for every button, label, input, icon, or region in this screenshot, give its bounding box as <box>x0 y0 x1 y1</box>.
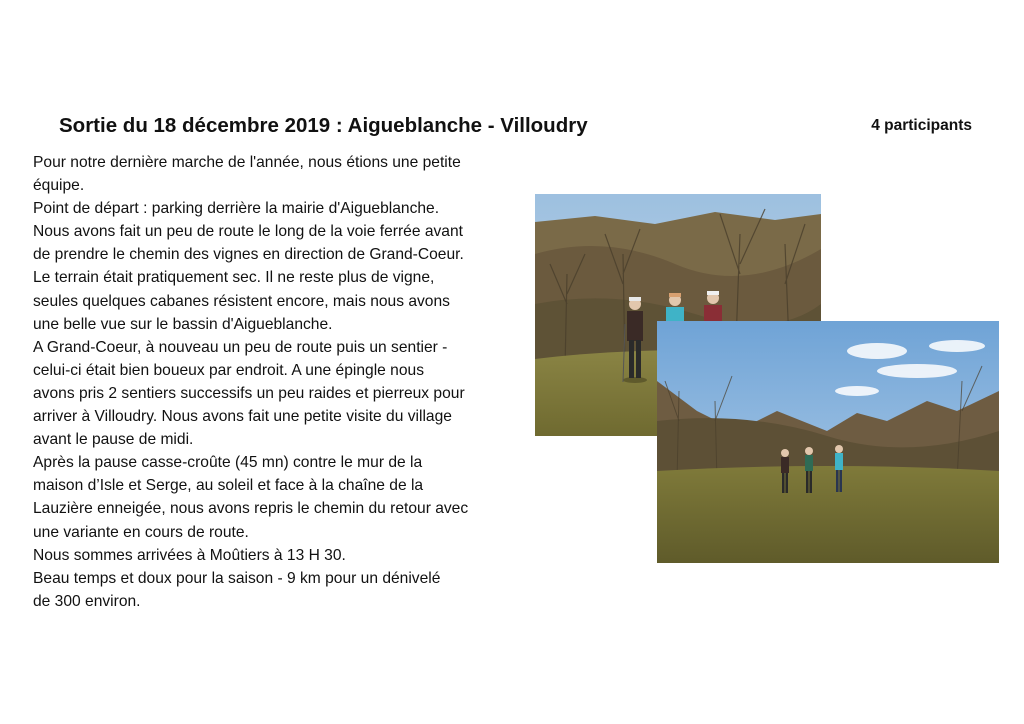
body-line: Point de départ : parking derrière la mairie d'Aigueblanche. <box>33 200 440 218</box>
body-line: Nous avons fait un peu de route le long de la voie ferrée avant <box>33 223 463 241</box>
body-line: arriver à Villoudry. Nous avons fait une petite visite du village <box>33 408 452 426</box>
body-line: de prendre le chemin des vignes en direction de Grand-Coeur. <box>33 246 464 264</box>
body-line: avons pris 2 sentiers successifs un peu raides et pierreux pour <box>33 384 465 402</box>
body-line: Beau temps et doux pour la saison - 9 km pour un dénivelé <box>33 569 441 587</box>
body-line: de 300 environ. <box>33 592 141 610</box>
group-photo-wide <box>657 321 999 563</box>
body-line: une variante en cours de route. <box>33 523 249 541</box>
body-text <box>33 151 528 613</box>
page-title: Sortie du 18 décembre 2019 : Aigueblanche - Villoudry <box>59 114 588 137</box>
body-line: Après la pause casse-croûte (45 mn) contre le mur de la <box>33 454 423 472</box>
body-line: maison d’Isle et Serge, au soleil et face à la chaîne de la <box>33 477 424 495</box>
body-line: Pour notre dernière marche de l'année, nous étions une petite <box>33 154 461 171</box>
body-line: seules quelques cabanes résistent encore, mais nous avons <box>33 292 450 310</box>
body-line: A Grand-Coeur, à nouveau un peu de route puis un sentier - <box>33 338 448 356</box>
body-line: avant le pause de midi. <box>33 431 194 449</box>
body-line: Lauzière enneigée, nous avons repris le chemin du retour avec <box>33 500 469 518</box>
body-line: une belle vue sur le bassin d'Aigueblanche. <box>33 315 333 333</box>
body-line: Nous sommes arrivées à Moûtiers à 13 H 30. <box>33 546 346 564</box>
body-line: équipe. <box>33 177 85 195</box>
participants-count: 4 participants <box>871 117 972 134</box>
body-line: celui-ci était bien boueux par endroit. A une épingle nous <box>33 361 424 379</box>
body-line: Le terrain était pratiquement sec. Il ne reste plus de vigne, <box>33 269 435 287</box>
